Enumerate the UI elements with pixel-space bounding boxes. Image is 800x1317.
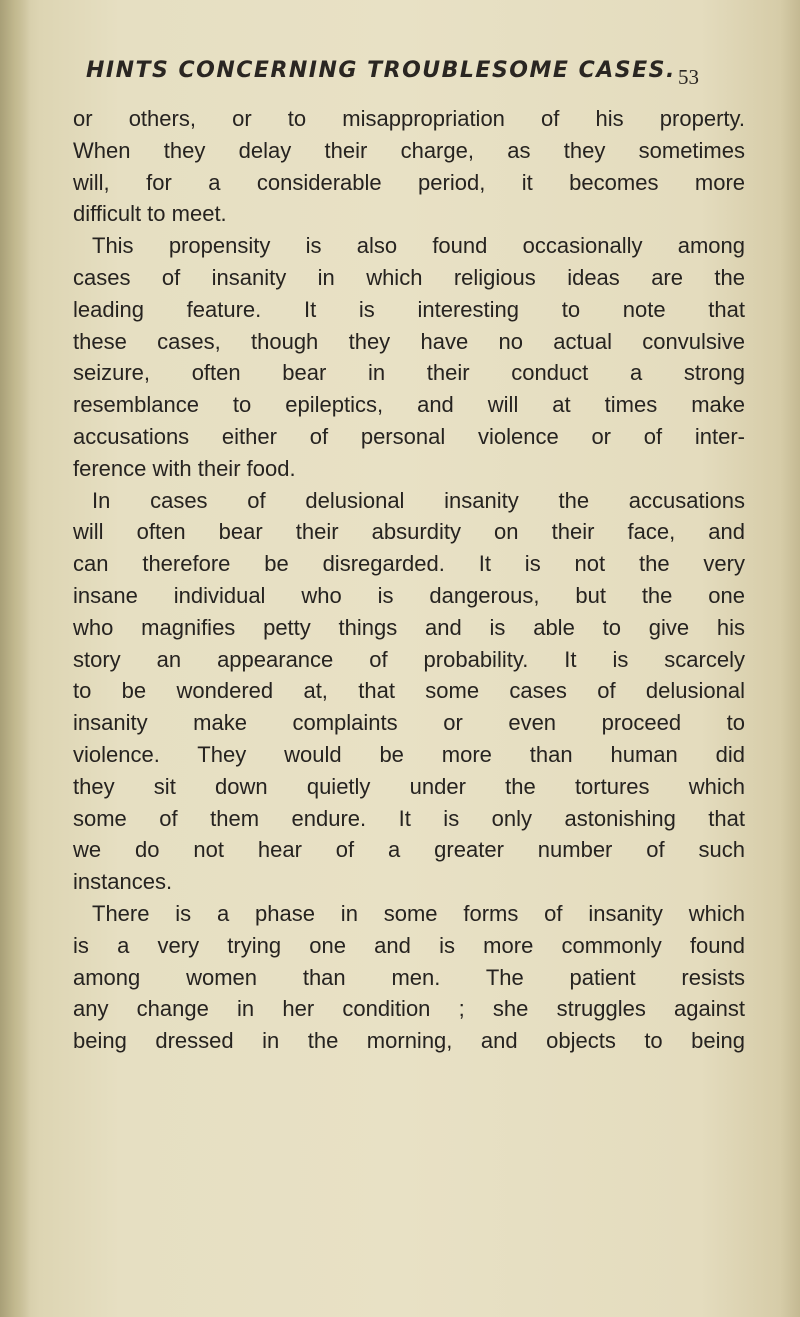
text-line: who magnifies petty things and is able to give his bbox=[73, 614, 745, 640]
text-line: accusations either of personal violence or of inter- bbox=[73, 423, 745, 449]
text-line: will, for a considerable period, it becomes more bbox=[73, 169, 745, 195]
text-line: cases of insanity in which religious ideas are the bbox=[73, 264, 745, 290]
text-line: among women than men. The patient resists bbox=[73, 964, 745, 990]
text-line: resemblance to epileptics, and will at times make bbox=[73, 392, 745, 418]
text-line: leading feature. It is interesting to note that bbox=[73, 296, 745, 322]
running-title: HINTS CONCERNING TROUBLESOME CASES. bbox=[86, 58, 676, 83]
book-spine-shadow bbox=[0, 0, 30, 1317]
text-line: difficult to meet. bbox=[73, 201, 227, 227]
text-line: insane individual who is dangerous, but the one bbox=[73, 582, 745, 608]
text-line: is a very trying one and is more commonly found bbox=[73, 932, 745, 958]
text-line-paragraph-start: There is a phase in some forms of insanity which bbox=[92, 900, 745, 926]
text-line: we do not hear of a greater number of such bbox=[73, 837, 745, 863]
text-line: insanity make complaints or even proceed to bbox=[73, 710, 745, 736]
running-head bbox=[73, 56, 745, 96]
text-line: violence. They would be more than human did bbox=[73, 741, 745, 767]
book-page bbox=[73, 56, 745, 1054]
text-line: ference with their food. bbox=[73, 455, 296, 481]
text-line: seizure, often bear in their conduct a strong bbox=[73, 360, 745, 386]
text-line: any change in her condition ; she struggles against bbox=[73, 996, 745, 1022]
text-line-paragraph-start: This propensity is also found occasionally among bbox=[92, 233, 745, 259]
text-line: When they delay their charge, as they sometimes bbox=[73, 137, 745, 163]
text-line: some of them endure. It is only astonishing that bbox=[73, 805, 745, 831]
text-line: or others, or to misappropriation of his property. bbox=[73, 106, 745, 131]
page-number: 53 bbox=[678, 65, 699, 89]
text-line: story an appearance of probability. It is scarcely bbox=[73, 646, 745, 672]
body-text bbox=[73, 103, 745, 1057]
text-line-paragraph-start: In cases of delusional insanity the accusations bbox=[92, 487, 745, 513]
text-line: these cases, though they have no actual convulsive bbox=[73, 328, 745, 354]
text-line: to be wondered at, that some cases of delusional bbox=[73, 678, 745, 704]
text-line: can therefore be disregarded. It is not the very bbox=[73, 551, 745, 577]
text-line: being dressed in the morning, and objects to being bbox=[73, 1028, 745, 1054]
text-line: instances. bbox=[73, 869, 173, 895]
text-line: they sit down quietly under the tortures which bbox=[73, 773, 745, 799]
text-line: will often bear their absurdity on their face, and bbox=[73, 519, 745, 545]
